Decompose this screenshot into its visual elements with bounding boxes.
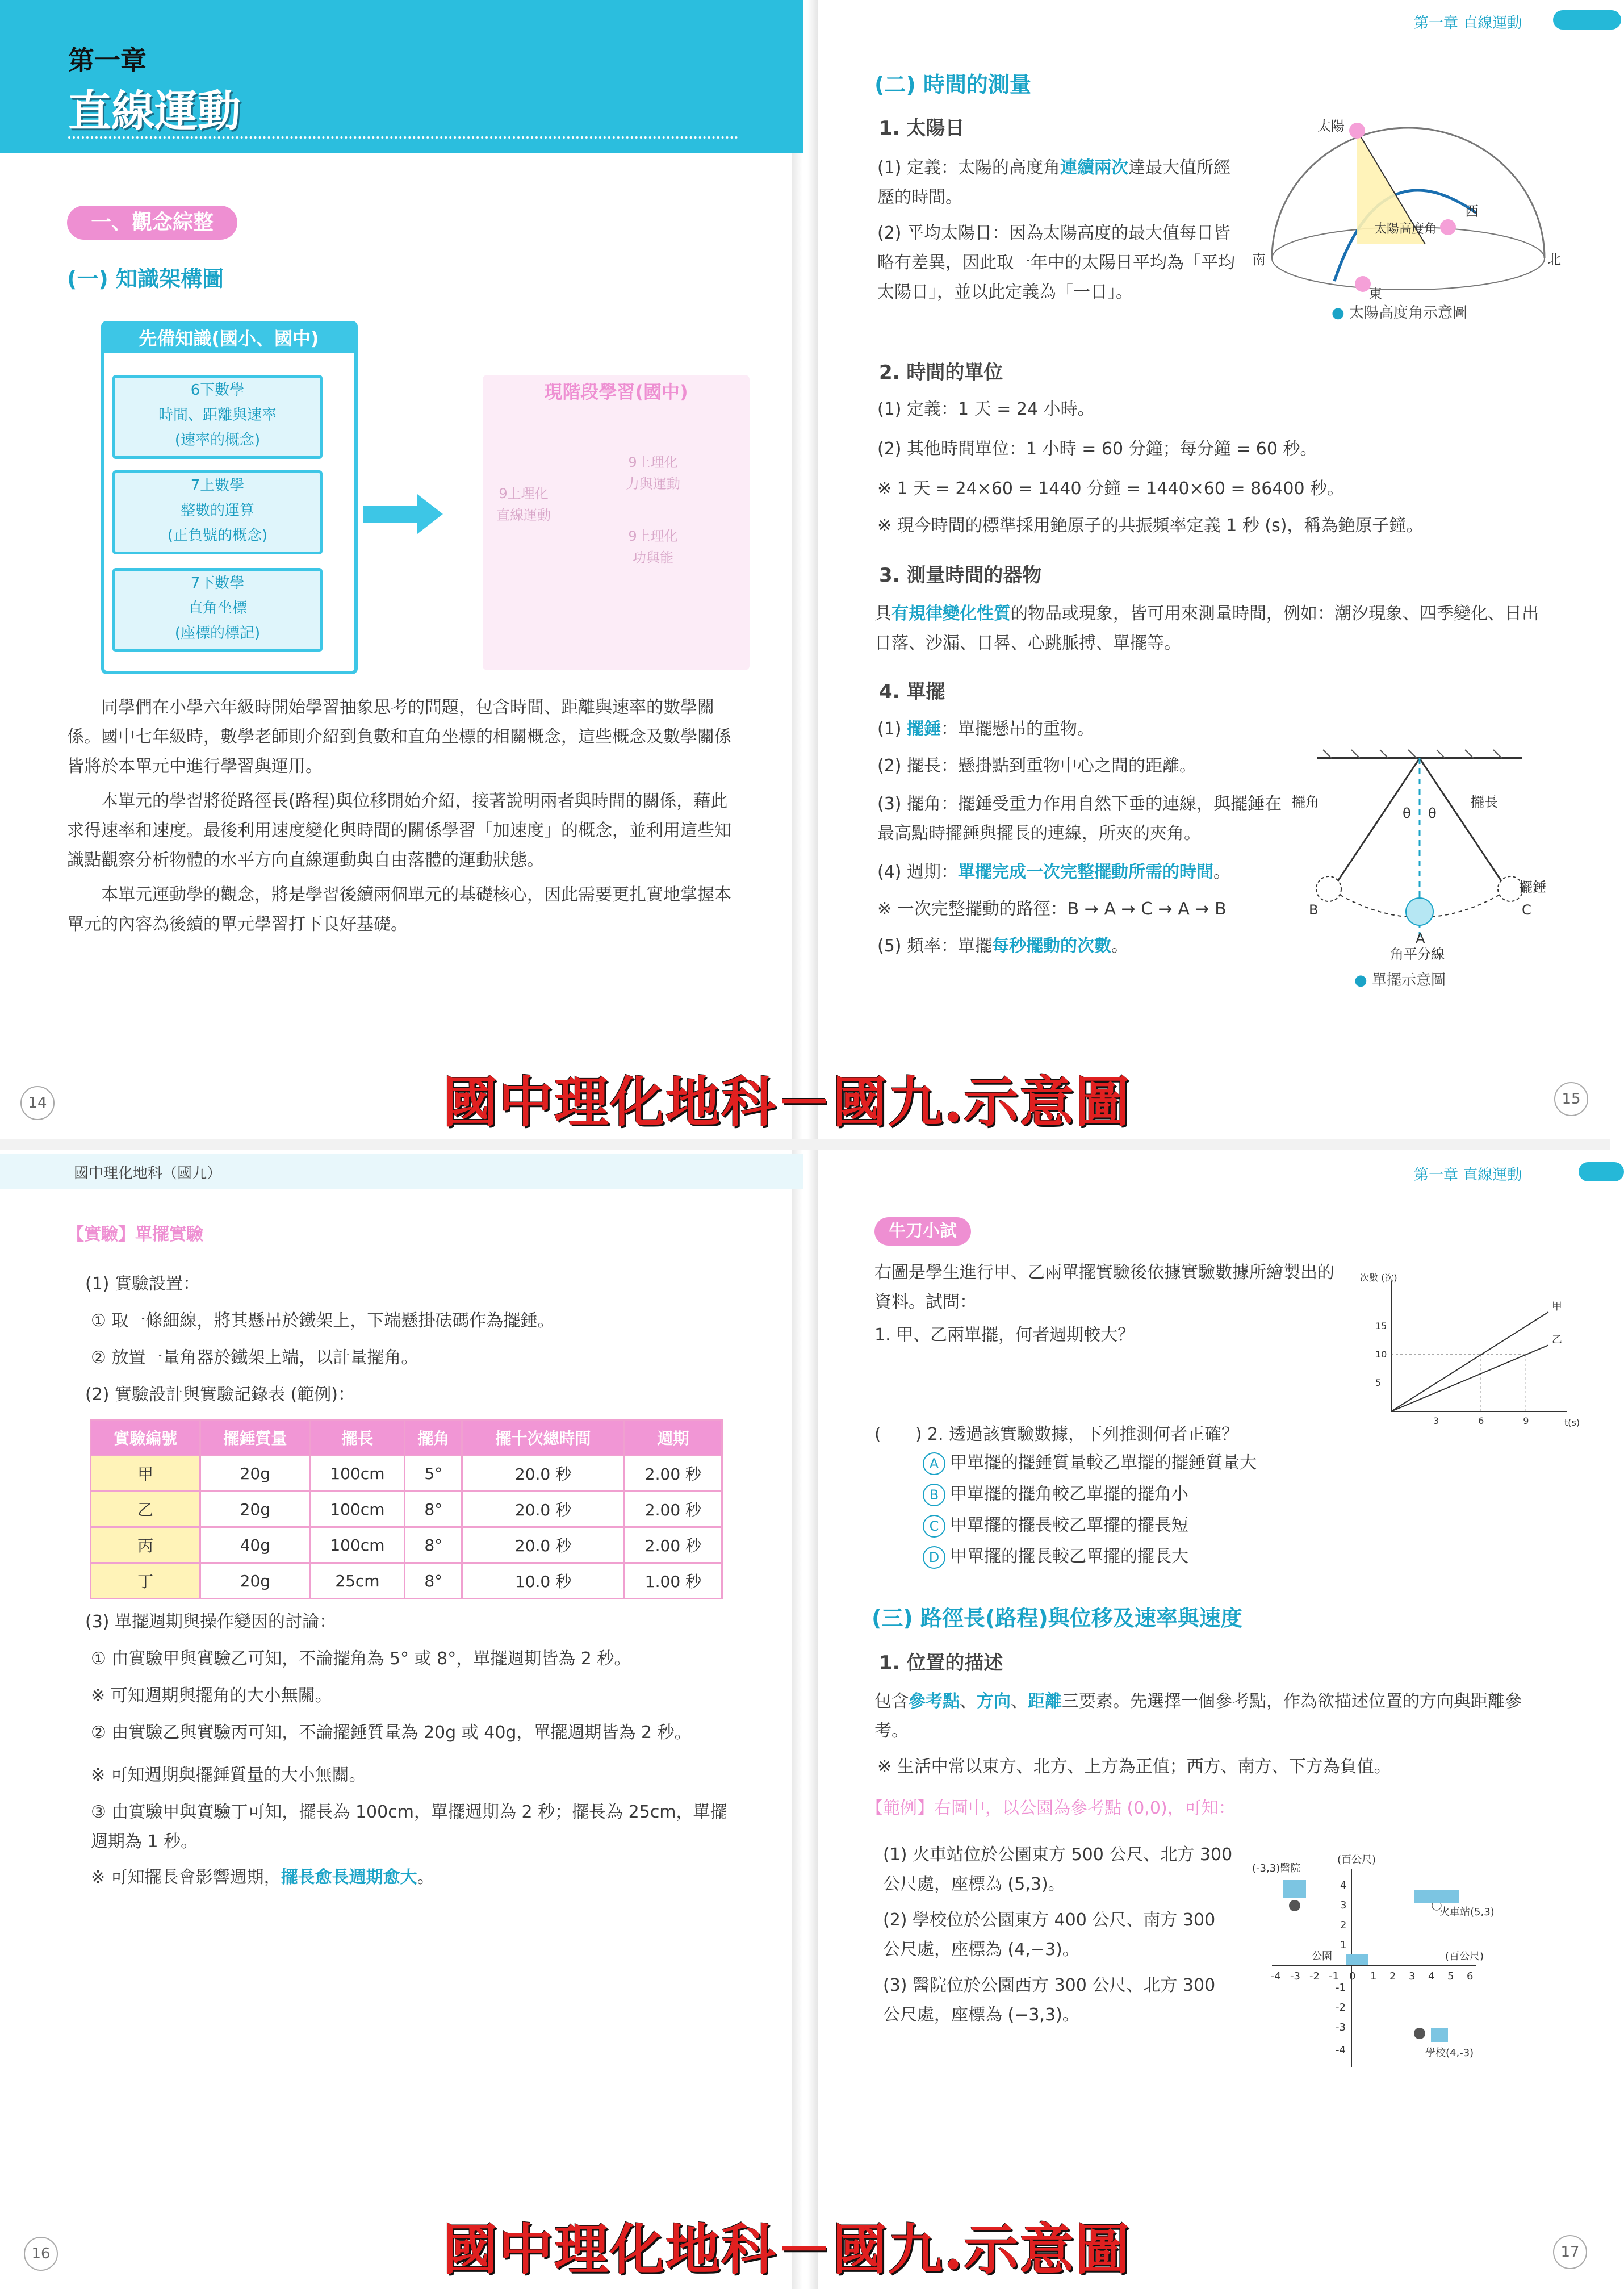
arrow-right-icon — [363, 494, 443, 534]
prior-box-7a: 7上數學 整數的運算 (正負號的概念) — [112, 470, 323, 554]
header-bar — [1579, 1162, 1624, 1181]
east-label: 東 — [1368, 286, 1382, 302]
page-number: 15 — [1554, 1082, 1588, 1116]
intro-paragraph-3: 本單元運動學的觀念，將是學習後續兩個單元的基礎核心，因此需要更扎實地掌握本單元的內容為後續的單元學習打下良好基礎。 — [67, 885, 731, 934]
table-row: 乙 20g 100cm 8° 20.0 秒 2.00 秒 — [91, 1492, 722, 1527]
discussion-2: ※ 可知週期與擺角的大小無關。 — [91, 1686, 332, 1706]
park-label: 公園 — [1312, 1950, 1332, 1962]
discussion-4: ※ 可知週期與擺錘質量的大小無關。 — [91, 1765, 366, 1785]
pend-item-4: (4) 週期：單擺完成一次完整擺動所需的時間。 — [877, 862, 1231, 882]
option-c[interactable]: C 甲單擺的擺長較乙單擺的擺長短 — [923, 1511, 1188, 1540]
quiz-q1: 1. 甲、乙兩單擺，何者週期較大？ — [874, 1325, 1135, 1345]
step-2: ② 放置一量角器於鐵架上端，以計量擺角。 — [91, 1348, 418, 1368]
table-header-row: 實驗編號 擺錘質量 擺長 擺角 擺十次總時間 週期 — [91, 1420, 722, 1456]
discussion-1: ① 由實驗甲與實驗乙可知，不論擺角為 5° 或 8°，單擺週期皆為 2 秒。 — [91, 1649, 631, 1669]
next-box-2: 9上理化 功與能 — [628, 528, 678, 566]
section-title: (二) 時間的測量 — [874, 72, 1031, 97]
svg-text:1: 1 — [1370, 1970, 1377, 1982]
svg-text:B: B — [1309, 902, 1319, 918]
x-tick-label: 6 — [1478, 1415, 1484, 1426]
intro-paragraph-1: 同學們在小學六年級時開始學習抽象思考的問題，包含時間、距離與速率的數學關係。國中七年級時，數學老師則介紹到負數和直角坐標的相關概念，這些概念及數學關係皆將於本單元中進行學習與運用。 — [67, 697, 731, 776]
page-number: 14 — [20, 1086, 55, 1120]
length-text: 擺長 — [1471, 794, 1498, 810]
option-a[interactable]: A 甲單擺的擺錘質量較乙單擺的擺錘質量大 — [923, 1448, 1257, 1478]
unit-line-3: ※ 1 天 = 24×60 = 1440 分鐘 = 1440×60 = 86400 秒。 — [877, 479, 1345, 499]
step-1: ① 取一條細線，將其懸吊於鐵架上，下端懸掛砝碼作為擺錘。 — [91, 1311, 555, 1331]
sun-item-1: (1) 定義：太陽的高度角連續兩次達最大值所經歷的時間。 — [877, 158, 1231, 207]
station-label: 火車站(5,3) — [1439, 1906, 1495, 1918]
design-title: (2) 實驗設計與實驗記錄表 (範例)： — [85, 1385, 355, 1405]
svg-text:4: 4 — [1340, 1879, 1347, 1891]
tools-paragraph: 具有規律變化性質的物品或現象，皆可用來測量時間，例如：潮汐現象、四季變化、日出日落、沙漏、日晷、心跳脈搏、單擺等。 — [874, 604, 1539, 653]
discussion-5: ③ 由實驗甲與實驗丁可知，擺長為 100cm，單擺週期為 2 秒；擺長為 25cm，單擺週期為 1 秒。 — [91, 1802, 727, 1852]
svg-text:-2: -2 — [1336, 2002, 1346, 2014]
svg-text:-4: -4 — [1271, 1970, 1281, 1982]
svg-text:-1: -1 — [1336, 1982, 1346, 1994]
watermark-caption: 國中理化地科－國九.示意圖 — [443, 1070, 1131, 1134]
unit-line-1: (1) 定義：1 天 = 24 小時。 — [877, 399, 1095, 419]
heading-time-tools: 3. 測量時間的器物 — [879, 564, 1042, 587]
experiment-table — [90, 1419, 723, 1599]
svg-text:-4: -4 — [1336, 2044, 1346, 2056]
angle-label: 太陽高度角 — [1374, 222, 1437, 236]
sun-diagram-caption: ● 太陽高度角示意圖 — [1332, 304, 1467, 321]
example-item-1: (1) 火車站位於公園東方 500 公尺、北方 300 公尺處，座標為 (5,3)。 — [883, 1845, 1233, 1894]
prior-box-6: 6下數學 時間、距離與速率 (速率的概念) — [112, 375, 323, 459]
discussion-3: ② 由實驗乙與實驗丙可知，不論擺錘質量為 20g 或 40g，單擺週期皆為 2 秒。 — [91, 1723, 692, 1743]
position-paragraph: 包含參考點、方向、距離三要素。先選擇一個參考點，作為欲描述位置的方向與距離參考。 — [874, 1691, 1522, 1741]
series-line — [1391, 1345, 1548, 1411]
y-tick-label: 10 — [1375, 1349, 1387, 1360]
table-row: 丙 40g 100cm 8° 20.0 秒 2.00 秒 — [91, 1527, 722, 1563]
bisector-text: 角平分線 — [1390, 946, 1445, 962]
header-bar — [1553, 10, 1621, 30]
sun-item-2: (2) 平均太陽日：因為太陽高度的最大值每日皆略有差異，因此取一年中的太陽日平均為「平均太陽日」，並以此定義為「一日」。 — [877, 223, 1235, 302]
pend-item-3: (3) 擺角：擺錘受重力作用自然下垂的連線，與擺錘在最高點時擺錘與擺長的連線，所夾的夾角。 — [877, 794, 1282, 843]
svg-text:-2: -2 — [1309, 1970, 1320, 1982]
conclusion: ※ 可知擺長會影響週期，擺長愈長週期愈大。 — [91, 1868, 434, 1887]
unit-line-4: ※ 現今時間的標準採用銫原子的共振頻率定義 1 秒 (s)，稱為銫原子鐘。 — [877, 516, 1424, 536]
svg-text:0: 0 — [1349, 1970, 1356, 1982]
svg-text:A: A — [1416, 930, 1425, 946]
svg-text:2: 2 — [1389, 1970, 1396, 1982]
chapter-label: 第一章 — [68, 45, 147, 76]
next-box-1: 9上理化 力與運動 — [626, 454, 680, 492]
example-item-2: (2) 學校位於公園東方 400 公尺、南方 300 公尺處，座標為 (4,−3)。 — [883, 1910, 1216, 1960]
heading-pendulum: 4. 單擺 — [879, 680, 945, 703]
svg-text:3: 3 — [1409, 1970, 1416, 1982]
pend-item-path: ※ 一次完整擺動的路徑：B → A → C → A → B — [877, 899, 1227, 919]
caption-icon: ● — [1354, 972, 1367, 989]
quiz-intro: 右圖是學生進行甲、乙兩單擺實驗後依據實驗數據所繪製出的資料。試問： — [874, 1263, 1334, 1312]
bob-text: 擺錘 — [1519, 879, 1546, 895]
section-pill: 一、觀念綜整 — [67, 206, 237, 240]
sun-angle-diagram — [1249, 111, 1567, 327]
prior-knowledge-header: 先備知識(國小、國中) — [104, 324, 354, 353]
svg-text:θ: θ — [1403, 805, 1411, 821]
position-note: ※ 生活中常以東方、北方、上方為正值；西方、南方、下方為負值。 — [877, 1757, 1391, 1777]
school-label: 學校(4,-3) — [1425, 2047, 1474, 2059]
series-label: 乙 — [1551, 1334, 1562, 1346]
y-tick-label: 15 — [1375, 1321, 1387, 1331]
svg-text:-1: -1 — [1329, 1970, 1339, 1982]
x-axis-label: t(s) — [1564, 1417, 1580, 1428]
north-label: 北 — [1547, 252, 1561, 268]
x-tick-label: 9 — [1523, 1415, 1529, 1426]
option-b[interactable]: B 甲單擺的擺角較乙單擺的擺角小 — [923, 1480, 1188, 1509]
section-title: (三) 路徑長(路程)與位移及速率與速度 — [872, 1606, 1242, 1631]
quiz-label: 牛刀小試 — [874, 1217, 971, 1246]
discussion-title: (3) 單擺週期與操作變因的討論： — [85, 1612, 337, 1632]
pendulum-count-chart — [1357, 1264, 1584, 1434]
current-box: 9上理化 直線運動 — [496, 486, 551, 523]
pendulum-caption: ● 單擺示意圖 — [1354, 972, 1446, 989]
unit-line-2: (2) 其他時間單位：1 小時 = 60 分鐘；每分鐘 = 60 秒。 — [877, 439, 1317, 459]
south-label: 南 — [1252, 252, 1266, 268]
chapter-title: 直線運動 — [68, 86, 241, 136]
heading-position: 1. 位置的描述 — [879, 1652, 1003, 1674]
hospital-label: (-3,3)醫院 — [1252, 1862, 1301, 1874]
table-row: 丁 20g 25cm 8° 10.0 秒 1.00 秒 — [91, 1563, 722, 1599]
svg-text:-3: -3 — [1336, 2021, 1346, 2033]
page-number: 17 — [1553, 2235, 1587, 2269]
y-unit-label: (百公尺) — [1337, 1854, 1376, 1866]
svg-text:θ: θ — [1428, 805, 1437, 821]
svg-text:2: 2 — [1340, 1919, 1347, 1931]
setup-title: (1) 實驗設置： — [85, 1274, 200, 1294]
sun-label: 太陽 — [1317, 118, 1345, 134]
subsection-title: (一) 知識架構圖 — [67, 266, 224, 291]
pend-item-5: (5) 頻率：單擺每秒擺動的次數。 — [877, 936, 1129, 956]
prior-box-7b: 7下數學 直角坐標 (座標的標記) — [112, 568, 323, 652]
svg-text:4: 4 — [1428, 1970, 1435, 1982]
series-line — [1391, 1312, 1548, 1411]
caption-icon: ● — [1332, 304, 1345, 321]
pendulum-diagram — [1289, 744, 1550, 960]
pend-item-2: (2) 擺長：懸掛點到重物中心之間的距離。 — [877, 756, 1197, 776]
heading-solar-day: 1. 太陽日 — [879, 117, 965, 140]
running-head: 國中理化地科（國九） — [74, 1165, 222, 1182]
y-tick-label: 5 — [1375, 1377, 1382, 1388]
running-head: 第一章 直線運動 — [1414, 1167, 1522, 1184]
page-number: 16 — [24, 2237, 58, 2271]
table-row: 甲 20g 100cm 5° 20.0 秒 2.00 秒 — [91, 1456, 722, 1492]
svg-text:5: 5 — [1447, 1970, 1454, 1982]
watermark-caption: 國中理化地科－國九.示意圖 — [443, 2217, 1131, 2282]
example-item-3: (3) 醫院位於公園西方 300 公尺、北方 300 公尺處，座標為 (−3,3)。 — [883, 1975, 1216, 2025]
running-head: 第一章 直線運動 — [1414, 15, 1522, 32]
series-label: 甲 — [1551, 1301, 1562, 1313]
svg-text:3: 3 — [1340, 1899, 1347, 1911]
heading-time-units: 2. 時間的單位 — [879, 361, 1003, 384]
x-unit-label: (百公尺) — [1445, 1950, 1484, 1962]
svg-text:-3: -3 — [1290, 1970, 1300, 1982]
quiz-q2: ( ) 2. 透過該實驗數據，下列推測何者正確？ — [874, 1425, 1239, 1444]
experiment-title: 【實驗】單擺實驗 — [67, 1225, 203, 1244]
svg-text:1: 1 — [1340, 1939, 1347, 1951]
angle-text: 擺角 — [1292, 794, 1319, 810]
intro-paragraph-2: 本單元的學習將從路徑長(路程)與位移開始介紹，接著說明兩者與時間的關係，藉此求得速率和速度。最後利用速度變化與時間的關係學習「加速度」的概念，並利用這些知識點觀察分析物體的水平方向直線運動與自由落體的運動狀態。 — [67, 791, 731, 870]
west-label: 西 — [1465, 203, 1479, 219]
svg-text:6: 6 — [1467, 1970, 1474, 1982]
pend-item-1: (1) 擺錘：單擺懸吊的重物。 — [877, 719, 1095, 739]
svg-text:C: C — [1522, 902, 1531, 918]
position-map — [1249, 1846, 1495, 2085]
option-d[interactable]: D 甲單擺的擺長較乙單擺的擺長大 — [923, 1542, 1188, 1572]
current-learning-header: 現階段學習(國中) — [544, 381, 688, 403]
y-axis-label: 次數 (次) — [1360, 1272, 1397, 1283]
example-title: 【範例】右圖中，以公園為參考點 (0,0)，可知： — [866, 1798, 1236, 1818]
x-tick-label: 3 — [1433, 1415, 1439, 1426]
